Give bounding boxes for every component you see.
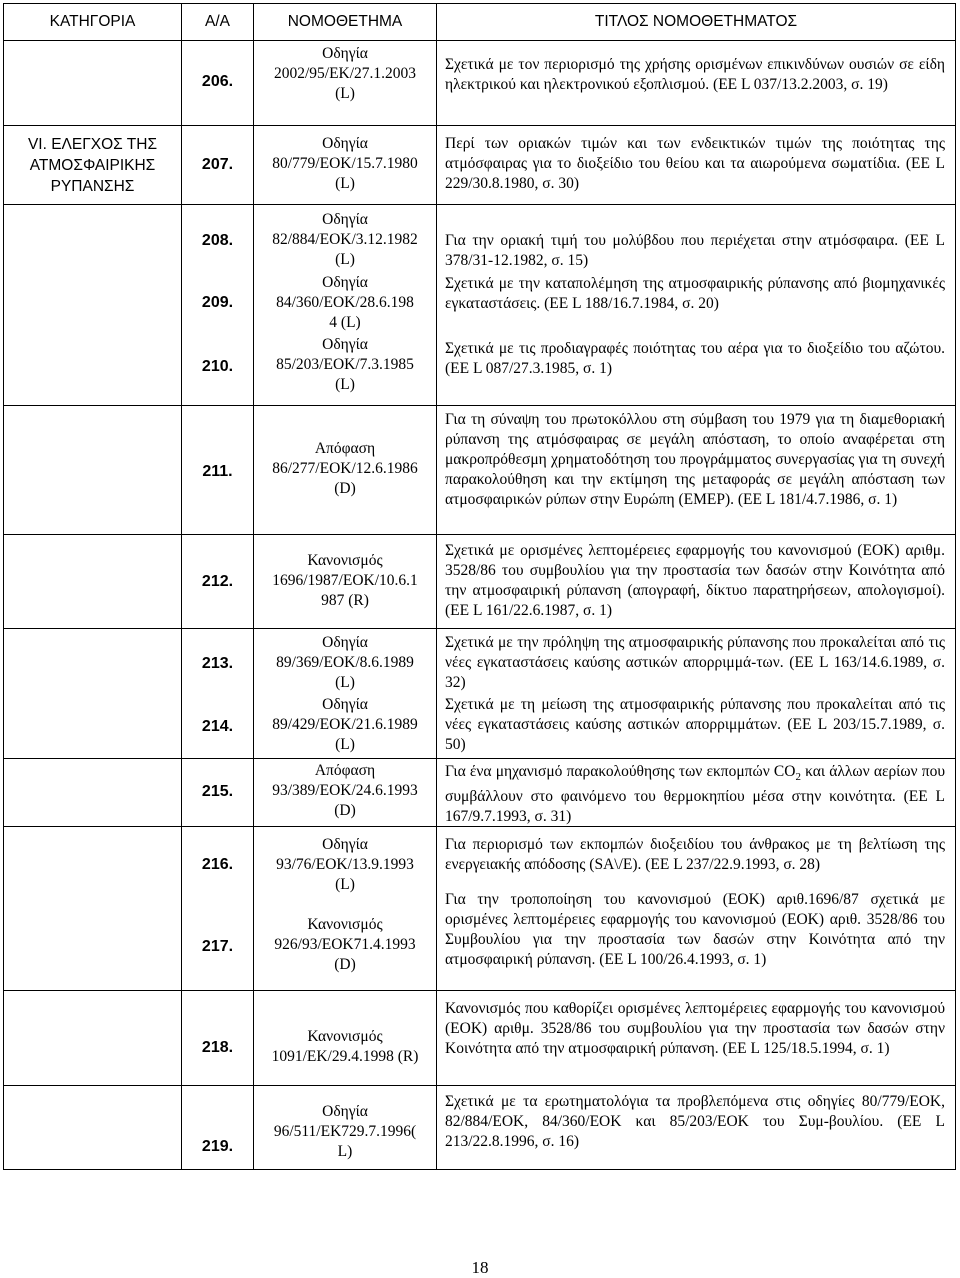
title-cell [437, 1086, 956, 1170]
row-number: 212. [201, 573, 234, 590]
legislation-ref: Οδηγία 80/779/ΕΟΚ/15.7.1980 (L) [272, 135, 418, 192]
row-number: 215. [201, 783, 234, 800]
legislation-ref: Οδηγία 89/429/ΕΟΚ/21.6.1989 (L) [272, 696, 418, 753]
category-cell-empty [4, 41, 182, 126]
category-cell-empty [4, 827, 182, 991]
category-cell-empty [4, 535, 182, 629]
legislation-ref: Οδηγία 96/511/ΕΚ729.7.1996( L) [273, 1103, 417, 1160]
row-number: 216. [201, 856, 234, 873]
legislation-title: Περί των οριακών τιμών και των ενδεικτικών τιμών της ποιότητας της ατμόσφαιρας για το διοξείδιο του θείου και τα αιωρούμενα σωματίδια. (ΕΕ L 229/30.8.1980, σ. 30) [445, 135, 945, 192]
legislation-ref: Οδηγία 84/360/ΕΟΚ/28.6.198 4 (L) [276, 274, 414, 331]
legislation-cell [254, 827, 437, 991]
legislation-cell [254, 406, 437, 535]
title-text: Για ένα μηχανισμό παρακολούθησης των εκπομπών CO [445, 763, 796, 780]
row-number: 207. [201, 156, 234, 173]
legislation-title: Για τη σύναψη του πρωτοκόλλου στη σύμβαση του 1979 για τη διαμεθοριακή ρύπανση της ατμόσφαιρας σε μεγάλη απόσταση, το οποίο αναφέρεται στη μακροπρόθεσμη χρηματοδότηση του προγράμματος συνεργασίας για τη συνεχή παρακολούθηση και την εκτίμηση της μεταφοράς σε μεγάλη απόσταση των ατμοσφαιρικών ρύπων στην Ευρώπη (EMEP). (ΕΕ L 181/4.7.1986, σ. 1) [445, 411, 945, 508]
legislation-title: Σχετικά με την πρόληψη της ατμοσφαιρικής ρύπανσης που προκαλείται από τις νέες εγκαταστάσεις καύσης αστικών απορριμμά-των. (ΕΕ L 163/14.6.1989, σ. 32) [445, 634, 945, 691]
category-cell-empty [4, 991, 182, 1086]
num-cell [182, 126, 254, 205]
legislation-title: Σχετικά με τα ερωτηματολόγια τα προβλεπόμενα στις οδηγίες 80/779/ΕΟΚ, 82/884/ΕΟΚ, 84/360/ΕΟΚ και 85/203/ΕΟΚ του Συμ-βουλίου. (ΕΕ L 213/22.8.1996, σ. 16) [445, 1093, 945, 1150]
row-number: 209. [201, 294, 234, 311]
row-number: 214. [201, 718, 234, 735]
legislation-title: Σχετικά με τον περιορισμό της χρήσης ορισμένων επικινδύνων ουσιών σε είδη ηλεκτρικού και ηλεκτρονικού εξοπλισμού. (ΕΕ L 037/13.2.2003, σ. 19) [445, 56, 945, 93]
num-cell [182, 406, 254, 535]
title-cell [437, 41, 956, 126]
row-number: 210. [201, 358, 234, 375]
header-aa: Α/Α [182, 4, 254, 41]
num-cell [182, 991, 254, 1086]
legislation-cell [254, 1086, 437, 1170]
table-row [4, 1086, 956, 1170]
num-cell [182, 41, 254, 126]
legislation-cell [254, 41, 437, 126]
title-cell [437, 991, 956, 1086]
title-cell [437, 827, 956, 991]
legislation-ref: Απόφαση 86/277/ΕΟΚ/12.6.1986 (D) [272, 440, 418, 497]
header-category: ΚΑΤΗΓΟΡΙΑ [4, 4, 182, 41]
legislation-cell [254, 629, 437, 759]
row-number: 211. [202, 463, 233, 480]
legislation-cell [254, 535, 437, 629]
legislation-cell [254, 759, 437, 827]
legislation-ref: Οδηγία 2002/95/ΕΚ/27.1.2003 (L) [273, 45, 417, 102]
row-number: 217. [201, 938, 234, 955]
legislation-title: Για την οριακή τιμή του μολύβδου που περιέχεται στην ατμόσφαιρα. (ΕΕ L 378/31-12.1982, σ. 15) [445, 232, 945, 269]
legislation-title: Σχετικά με τη μείωση της ατμοσφαιρικής ρύπανσης που προκαλείται από τις νέες εγκαταστάσεις καύσης αστικών απορριμμάτων. (ΕΕ L 203/15.7.1989, σ. 50) [445, 696, 945, 753]
row-number: 213. [201, 655, 234, 672]
num-cell [182, 535, 254, 629]
table-row [4, 991, 956, 1086]
category-cell-empty [4, 205, 182, 406]
legislation-ref: Οδηγία 93/76/ΕΟΚ/13.9.1993 (L) [276, 836, 414, 893]
legislation-cell [254, 126, 437, 205]
title-cell [437, 629, 956, 759]
legislation-cell [254, 991, 437, 1086]
legislation-ref: Οδηγία 85/203/ΕΟΚ/7.3.1985 (L) [276, 336, 414, 393]
legislation-title [445, 762, 945, 827]
header-legislation: ΝΟΜΟΘΕΤΗΜΑ [254, 4, 437, 41]
legislation-title: Σχετικά με την καταπολέμηση της ατμοσφαιρικής ρύπανσης από βιομηχανικές εγκαταστάσεις. (ΕΕ L 188/16.7.1984, σ. 20) [445, 275, 945, 312]
legislation-title: Για περιορισμό των εκπομπών διοξειδίου του άνθρακος με τη βελτίωση της ενεργειακής απόδοσης (SA\/E). (ΕΕ L 237/22.9.1993, σ. 28) [445, 836, 945, 873]
row-number: 218. [201, 1039, 234, 1056]
legislation-ref: Οδηγία 82/884/ΕΟΚ/3.12.1982 (L) [272, 211, 418, 268]
legislation-cell [254, 205, 437, 406]
legislation-ref: Κανονισμός 1696/1987/ΕΟΚ/10.6.1 987 (R) [272, 552, 418, 609]
legislation-ref: Οδηγία 89/369/ΕΟΚ/8.6.1989 (L) [276, 634, 414, 691]
category-cell-empty [4, 1086, 182, 1170]
table-row [4, 759, 956, 827]
row-number: 208. [201, 232, 234, 249]
table-row [4, 629, 956, 759]
category-cell-empty [4, 759, 182, 827]
legislation-ref: Κανονισμός 1091/ΕΚ/29.4.1998 (R) [271, 1028, 419, 1065]
legislation-title: Για την τροποποίηση του κανονισμού (ΕΟΚ) αριθ.1696/87 σχετικά με ορισμένες λεπτομέρειες εφαρμογής του κανονισμού (ΕΟΚ) αριθ. 3528/86 του Συμβουλίου για την προστασία των δασών στην Κοινότητα από την ατμοσφαιρική ρύπανση. (ΕΕ L 100/26.4.1993, σ. 1) [445, 891, 945, 968]
category-cell-empty [4, 406, 182, 535]
table-row [4, 827, 956, 991]
legislation-title: Σχετικά με τις προδιαγραφές ποιότητας του αέρα για το διοξείδιο του αζώτου. (ΕΕ L 087/27.3.1985, σ. 1) [445, 340, 945, 377]
table-row [4, 126, 956, 205]
table-row [4, 205, 956, 406]
title-cell [437, 535, 956, 629]
title-cell [437, 406, 956, 535]
category-cell-empty [4, 629, 182, 759]
legislation-ref: Κανονισμός 926/93/ΕΟΚ71.4.1993 (D) [274, 916, 416, 973]
legislation-title: Κανονισμός που καθορίζει ορισμένες λεπτομέρειες εφαρμογής του κανονισμού (ΕΟΚ) αριθμ. 3528/86 του συμβουλίου για την προστασία των δασών στην Κοινότητα από την ατμοσφαιρική ρύπανση. (ΕΕ L 125/18.5.1994, σ. 1) [445, 1000, 945, 1057]
num-cell [182, 629, 254, 759]
table-header-row [4, 4, 956, 41]
title-text: και άλλων αερίων που συμβάλλουν στο φαινόμενο του θερμοκηπίου μέσα στην κοινότητα. (ΕΕ L 167/9.7.1993, σ. 31) [445, 763, 945, 826]
legislation-table [3, 3, 956, 1170]
title-cell [437, 759, 956, 827]
category-vi-label: VI. ΕΛΕΓΧΟΣ ΤΗΣ ΑΤΜΟΣΦΑΙΡΙΚΗΣ ΡΥΠΑΝΣΗΣ [27, 135, 158, 195]
num-cell [182, 205, 254, 406]
row-number: 206. [201, 73, 234, 90]
num-cell [182, 827, 254, 991]
legislation-ref: Απόφαση 93/389/ΕΟΚ/24.6.1993 (D) [272, 762, 418, 819]
category-vi-cell [4, 126, 182, 205]
num-cell [182, 759, 254, 827]
title-subscript: 2 [795, 771, 801, 784]
table-row [4, 406, 956, 535]
title-cell [437, 205, 956, 406]
legislation-title: Σχετικά με ορισμένες λεπτομέρειες εφαρμογής του κανονισμού (ΕΟΚ) αριθμ. 3528/86 του συμβουλίου για την προστασία των δασών στην Κοινότητα από την ατμοσφαιρική ρύπανση (απογραφή, δίκτυο παρατηρήσεων, απολογισμοί). (ΕΕ L 161/22.6.1987, σ. 1) [445, 542, 945, 619]
table-row [4, 535, 956, 629]
page-number: 18 [471, 1258, 489, 1277]
num-cell [182, 1086, 254, 1170]
title-cell [437, 126, 956, 205]
header-title: ΤΙΤΛΟΣ ΝΟΜΟΘΕΤΗΜΑΤΟΣ [437, 4, 956, 41]
row-number: 219. [201, 1138, 234, 1155]
table-row [4, 41, 956, 126]
